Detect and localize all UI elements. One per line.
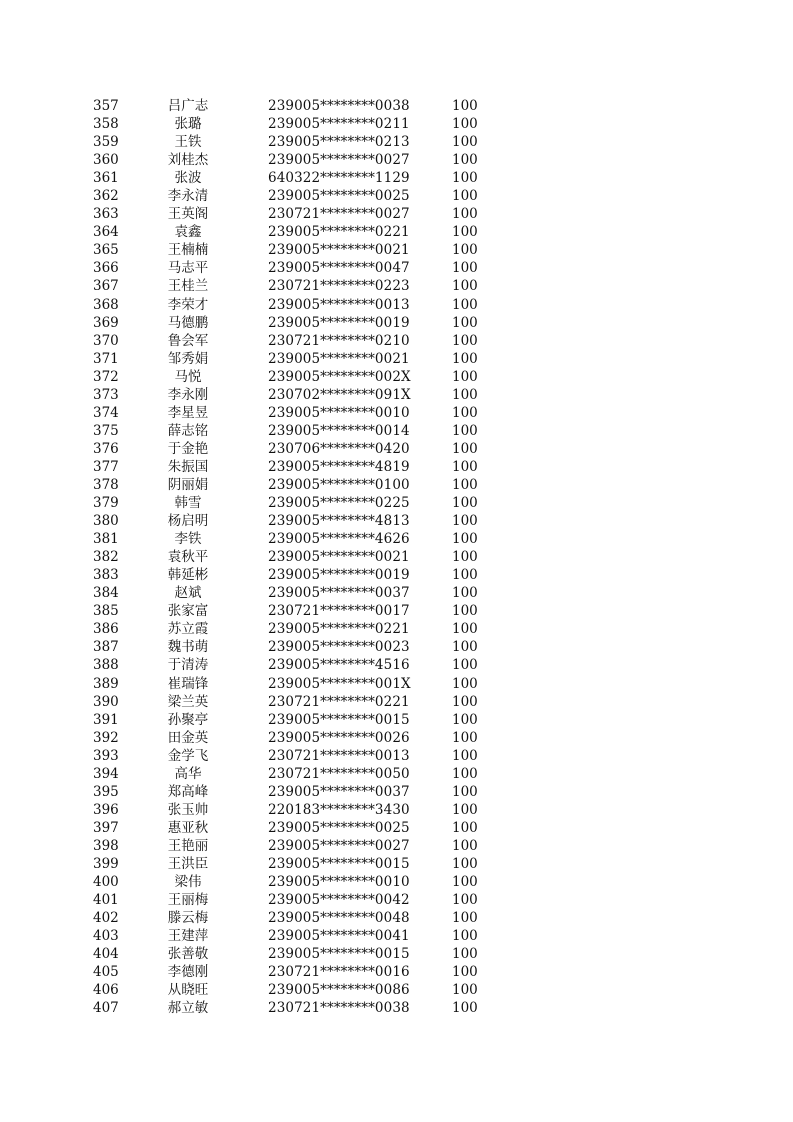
score: 100 (452, 350, 478, 367)
person-name: 滕云梅 (167, 910, 209, 927)
person-name: 金学飞 (167, 747, 209, 764)
row-number: 372 (93, 368, 119, 385)
id-number: 239005********0021 (268, 549, 410, 566)
person-name: 田金英 (167, 729, 209, 746)
row-number: 369 (93, 314, 119, 331)
row-number: 371 (93, 350, 119, 367)
person-name: 崔瑞锋 (167, 675, 209, 692)
id-number: 230721********0016 (268, 964, 410, 981)
roster-table (0, 97, 793, 1017)
person-name: 马悦 (174, 368, 202, 385)
id-number: 230721********0050 (268, 765, 410, 782)
score: 100 (452, 531, 478, 548)
table-row (0, 783, 793, 801)
person-name: 王丽梅 (167, 892, 209, 909)
score: 100 (452, 946, 478, 963)
table-row (0, 530, 793, 548)
person-name: 李铁 (174, 531, 202, 548)
table-row (0, 512, 793, 530)
person-name: 李德刚 (167, 964, 209, 981)
table-row (0, 891, 793, 909)
row-number: 386 (93, 621, 119, 638)
row-number: 367 (93, 278, 119, 295)
score: 100 (452, 621, 478, 638)
person-name: 吕广志 (167, 98, 209, 114)
table-row (0, 963, 793, 981)
person-name: 梁伟 (174, 874, 202, 891)
score: 100 (452, 855, 478, 872)
id-number: 239005********0048 (268, 910, 410, 927)
id-number: 230706********0420 (268, 440, 410, 457)
id-number: 239005********0013 (268, 296, 410, 313)
row-number: 397 (93, 819, 119, 836)
row-number: 385 (93, 603, 119, 620)
id-number: 239005********0015 (268, 855, 410, 872)
score: 100 (452, 296, 478, 313)
row-number: 376 (93, 440, 119, 457)
person-name: 李永清 (167, 188, 209, 205)
table-row (0, 675, 793, 693)
id-number: 239005********0021 (268, 242, 410, 259)
id-number: 239005********0211 (268, 116, 410, 133)
score: 100 (452, 837, 478, 854)
table-row (0, 909, 793, 927)
row-number: 364 (93, 224, 119, 241)
id-number: 239005********0221 (268, 224, 410, 241)
row-number: 363 (93, 206, 119, 223)
table-row (0, 205, 793, 223)
table-row (0, 981, 793, 999)
row-number: 407 (93, 1000, 119, 1017)
id-number: 239005********0023 (268, 639, 410, 656)
id-number: 239005********0021 (268, 350, 410, 367)
score: 100 (452, 639, 478, 656)
score: 100 (452, 314, 478, 331)
score: 100 (452, 910, 478, 927)
row-number: 401 (93, 892, 119, 909)
person-name: 杨启明 (167, 513, 209, 530)
table-row (0, 927, 793, 945)
person-name: 李永刚 (167, 386, 209, 403)
table-row (0, 115, 793, 133)
id-number: 239005********0025 (268, 188, 410, 205)
person-name: 马志平 (167, 260, 209, 277)
score: 100 (452, 188, 478, 205)
person-name: 袁鑫 (174, 224, 202, 241)
row-number: 381 (93, 531, 119, 548)
score: 100 (452, 278, 478, 295)
score: 100 (452, 729, 478, 746)
row-number: 400 (93, 874, 119, 891)
id-number: 230702********091X (268, 386, 411, 403)
row-number: 384 (93, 585, 119, 602)
id-number: 239005********0100 (268, 476, 410, 493)
score: 100 (452, 422, 478, 439)
id-number: 239005********0042 (268, 892, 410, 909)
table-row (0, 350, 793, 368)
person-name: 张家富 (167, 603, 209, 620)
id-number: 230721********0038 (268, 1000, 410, 1017)
table-row (0, 620, 793, 638)
row-number: 379 (93, 495, 119, 512)
table-row (0, 656, 793, 674)
row-number: 403 (93, 928, 119, 945)
table-row (0, 819, 793, 837)
row-number: 394 (93, 765, 119, 782)
id-number: 239005********0027 (268, 152, 410, 169)
person-name: 王洪臣 (167, 855, 209, 872)
person-name: 从晓旺 (167, 982, 209, 999)
person-name: 魏书萌 (167, 639, 209, 656)
table-row (0, 999, 793, 1017)
score: 100 (452, 801, 478, 818)
score: 100 (452, 458, 478, 475)
row-number: 359 (93, 134, 119, 151)
table-row (0, 584, 793, 602)
id-number: 239005********4813 (268, 513, 410, 530)
table-row (0, 693, 793, 711)
row-number: 373 (93, 386, 119, 403)
row-number: 366 (93, 260, 119, 277)
id-number: 239005********0037 (268, 585, 410, 602)
person-name: 李星昱 (167, 404, 209, 421)
id-number: 239005********0019 (268, 314, 410, 331)
table-row (0, 151, 793, 169)
id-number: 239005********0026 (268, 729, 410, 746)
id-number: 239005********002X (268, 368, 411, 385)
score: 100 (452, 585, 478, 602)
row-number: 393 (93, 747, 119, 764)
id-number: 239005********0027 (268, 837, 410, 854)
person-name: 李荣才 (167, 296, 209, 313)
id-number: 239005********0225 (268, 495, 410, 512)
table-row (0, 458, 793, 476)
table-row (0, 296, 793, 314)
table-row (0, 548, 793, 566)
row-number: 382 (93, 549, 119, 566)
table-row (0, 422, 793, 440)
id-number: 230721********0221 (268, 693, 410, 710)
row-number: 365 (93, 242, 119, 259)
score: 100 (452, 928, 478, 945)
score: 100 (452, 224, 478, 241)
person-name: 王建萍 (167, 928, 209, 945)
id-number: 239005********0014 (268, 422, 410, 439)
row-number: 362 (93, 188, 119, 205)
id-number: 239005********4516 (268, 657, 410, 674)
score: 100 (452, 892, 478, 909)
id-number: 220183********3430 (268, 801, 410, 818)
row-number: 389 (93, 675, 119, 692)
table-row (0, 133, 793, 151)
person-name: 邹秀娟 (167, 350, 209, 367)
row-number: 395 (93, 783, 119, 800)
person-name: 郝立敏 (167, 1000, 209, 1017)
score: 100 (452, 513, 478, 530)
row-number: 392 (93, 729, 119, 746)
score: 100 (452, 170, 478, 187)
score: 100 (452, 476, 478, 493)
score: 100 (452, 242, 478, 259)
score: 100 (452, 675, 478, 692)
row-number: 368 (93, 296, 119, 313)
person-name: 韩雪 (174, 495, 202, 512)
table-row (0, 837, 793, 855)
table-row (0, 873, 793, 891)
table-row (0, 801, 793, 819)
person-name: 刘桂杰 (167, 152, 209, 169)
score: 100 (452, 693, 478, 710)
person-name: 惠亚秋 (167, 819, 209, 836)
table-row (0, 169, 793, 187)
score: 100 (452, 765, 478, 782)
person-name: 苏立霞 (167, 621, 209, 638)
person-name: 赵斌 (174, 585, 202, 602)
score: 100 (452, 819, 478, 836)
person-name: 王艳丽 (167, 837, 209, 854)
table-row (0, 404, 793, 422)
score: 100 (452, 206, 478, 223)
score: 100 (452, 152, 478, 169)
table-row (0, 314, 793, 332)
table-row (0, 476, 793, 494)
person-name: 王楠楠 (167, 242, 209, 259)
score: 100 (452, 567, 478, 584)
row-number: 399 (93, 855, 119, 872)
person-name: 郑高峰 (167, 783, 209, 800)
person-name: 韩延彬 (167, 567, 209, 584)
table-row (0, 711, 793, 729)
person-name: 马德鹏 (167, 314, 209, 331)
id-number: 239005********0015 (268, 711, 410, 728)
id-number: 230721********0210 (268, 332, 410, 349)
table-row (0, 241, 793, 259)
id-number: 239005********001X (268, 675, 411, 692)
score: 100 (452, 549, 478, 566)
row-number: 391 (93, 711, 119, 728)
score: 100 (452, 747, 478, 764)
id-number: 239005********0047 (268, 260, 410, 277)
id-number: 239005********0037 (268, 783, 410, 800)
table-row (0, 97, 793, 115)
id-number: 239005********0025 (268, 819, 410, 836)
row-number: 402 (93, 910, 119, 927)
row-number: 406 (93, 982, 119, 999)
person-name: 薛志铭 (167, 422, 209, 439)
row-number: 390 (93, 693, 119, 710)
score: 100 (452, 603, 478, 620)
row-number: 361 (93, 170, 119, 187)
person-name: 孙聚亭 (167, 711, 209, 728)
id-number: 230721********0017 (268, 603, 410, 620)
table-row (0, 566, 793, 584)
row-number: 374 (93, 404, 119, 421)
score: 100 (452, 982, 478, 999)
id-number: 239005********0041 (268, 928, 410, 945)
row-number: 370 (93, 332, 119, 349)
score: 100 (452, 964, 478, 981)
score: 100 (452, 783, 478, 800)
table-row (0, 368, 793, 386)
id-number: 239005********0038 (268, 98, 410, 114)
score: 100 (452, 260, 478, 277)
person-name: 梁兰英 (167, 693, 209, 710)
score: 100 (452, 368, 478, 385)
id-number: 239005********0010 (268, 874, 410, 891)
person-name: 张璐 (174, 116, 202, 133)
person-name: 于金艳 (167, 440, 209, 457)
table-row (0, 747, 793, 765)
id-number: 239005********0015 (268, 946, 410, 963)
table-row (0, 259, 793, 277)
score: 100 (452, 332, 478, 349)
table-row (0, 729, 793, 747)
score: 100 (452, 495, 478, 512)
id-number: 239005********4819 (268, 458, 410, 475)
id-number: 239005********0213 (268, 134, 410, 151)
table-row (0, 277, 793, 295)
row-number: 380 (93, 513, 119, 530)
id-number: 239005********0019 (268, 567, 410, 584)
id-number: 230721********0223 (268, 278, 410, 295)
score: 100 (452, 134, 478, 151)
table-row (0, 187, 793, 205)
row-number: 360 (93, 152, 119, 169)
score: 100 (452, 116, 478, 133)
score: 100 (452, 98, 478, 114)
id-number: 239005********0010 (268, 404, 410, 421)
row-number: 357 (93, 98, 119, 114)
score: 100 (452, 711, 478, 728)
table-row (0, 638, 793, 656)
table-row (0, 765, 793, 783)
person-name: 张玉帅 (167, 801, 209, 818)
row-number: 398 (93, 837, 119, 854)
row-number: 375 (93, 422, 119, 439)
table-row (0, 855, 793, 873)
score: 100 (452, 657, 478, 674)
person-name: 高华 (174, 765, 202, 782)
table-row (0, 602, 793, 620)
row-number: 404 (93, 946, 119, 963)
row-number: 387 (93, 639, 119, 656)
person-name: 王桂兰 (167, 278, 209, 295)
person-name: 张波 (174, 170, 202, 187)
person-name: 张善敬 (167, 946, 209, 963)
person-name: 朱振国 (167, 458, 209, 475)
score: 100 (452, 386, 478, 403)
table-row (0, 332, 793, 350)
score: 100 (452, 1000, 478, 1017)
row-number: 388 (93, 657, 119, 674)
row-number: 378 (93, 476, 119, 493)
row-number: 377 (93, 458, 119, 475)
id-number: 239005********4626 (268, 531, 410, 548)
table-row (0, 945, 793, 963)
person-name: 王英阁 (167, 206, 209, 223)
score: 100 (452, 874, 478, 891)
row-number: 396 (93, 801, 119, 818)
person-name: 于清涛 (167, 657, 209, 674)
id-number: 239005********0221 (268, 621, 410, 638)
table-row (0, 440, 793, 458)
score: 100 (452, 440, 478, 457)
person-name: 阴丽娟 (167, 476, 209, 493)
id-number: 230721********0027 (268, 206, 410, 223)
row-number: 405 (93, 964, 119, 981)
person-name: 袁秋平 (167, 549, 209, 566)
id-number: 239005********0086 (268, 982, 410, 999)
row-number: 383 (93, 567, 119, 584)
score: 100 (452, 404, 478, 421)
table-row (0, 386, 793, 404)
person-name: 王铁 (174, 134, 202, 151)
row-number: 358 (93, 116, 119, 133)
person-name: 鲁会军 (167, 332, 209, 349)
table-row (0, 494, 793, 512)
id-number: 230721********0013 (268, 747, 410, 764)
id-number: 640322********1129 (268, 170, 410, 187)
table-row (0, 223, 793, 241)
